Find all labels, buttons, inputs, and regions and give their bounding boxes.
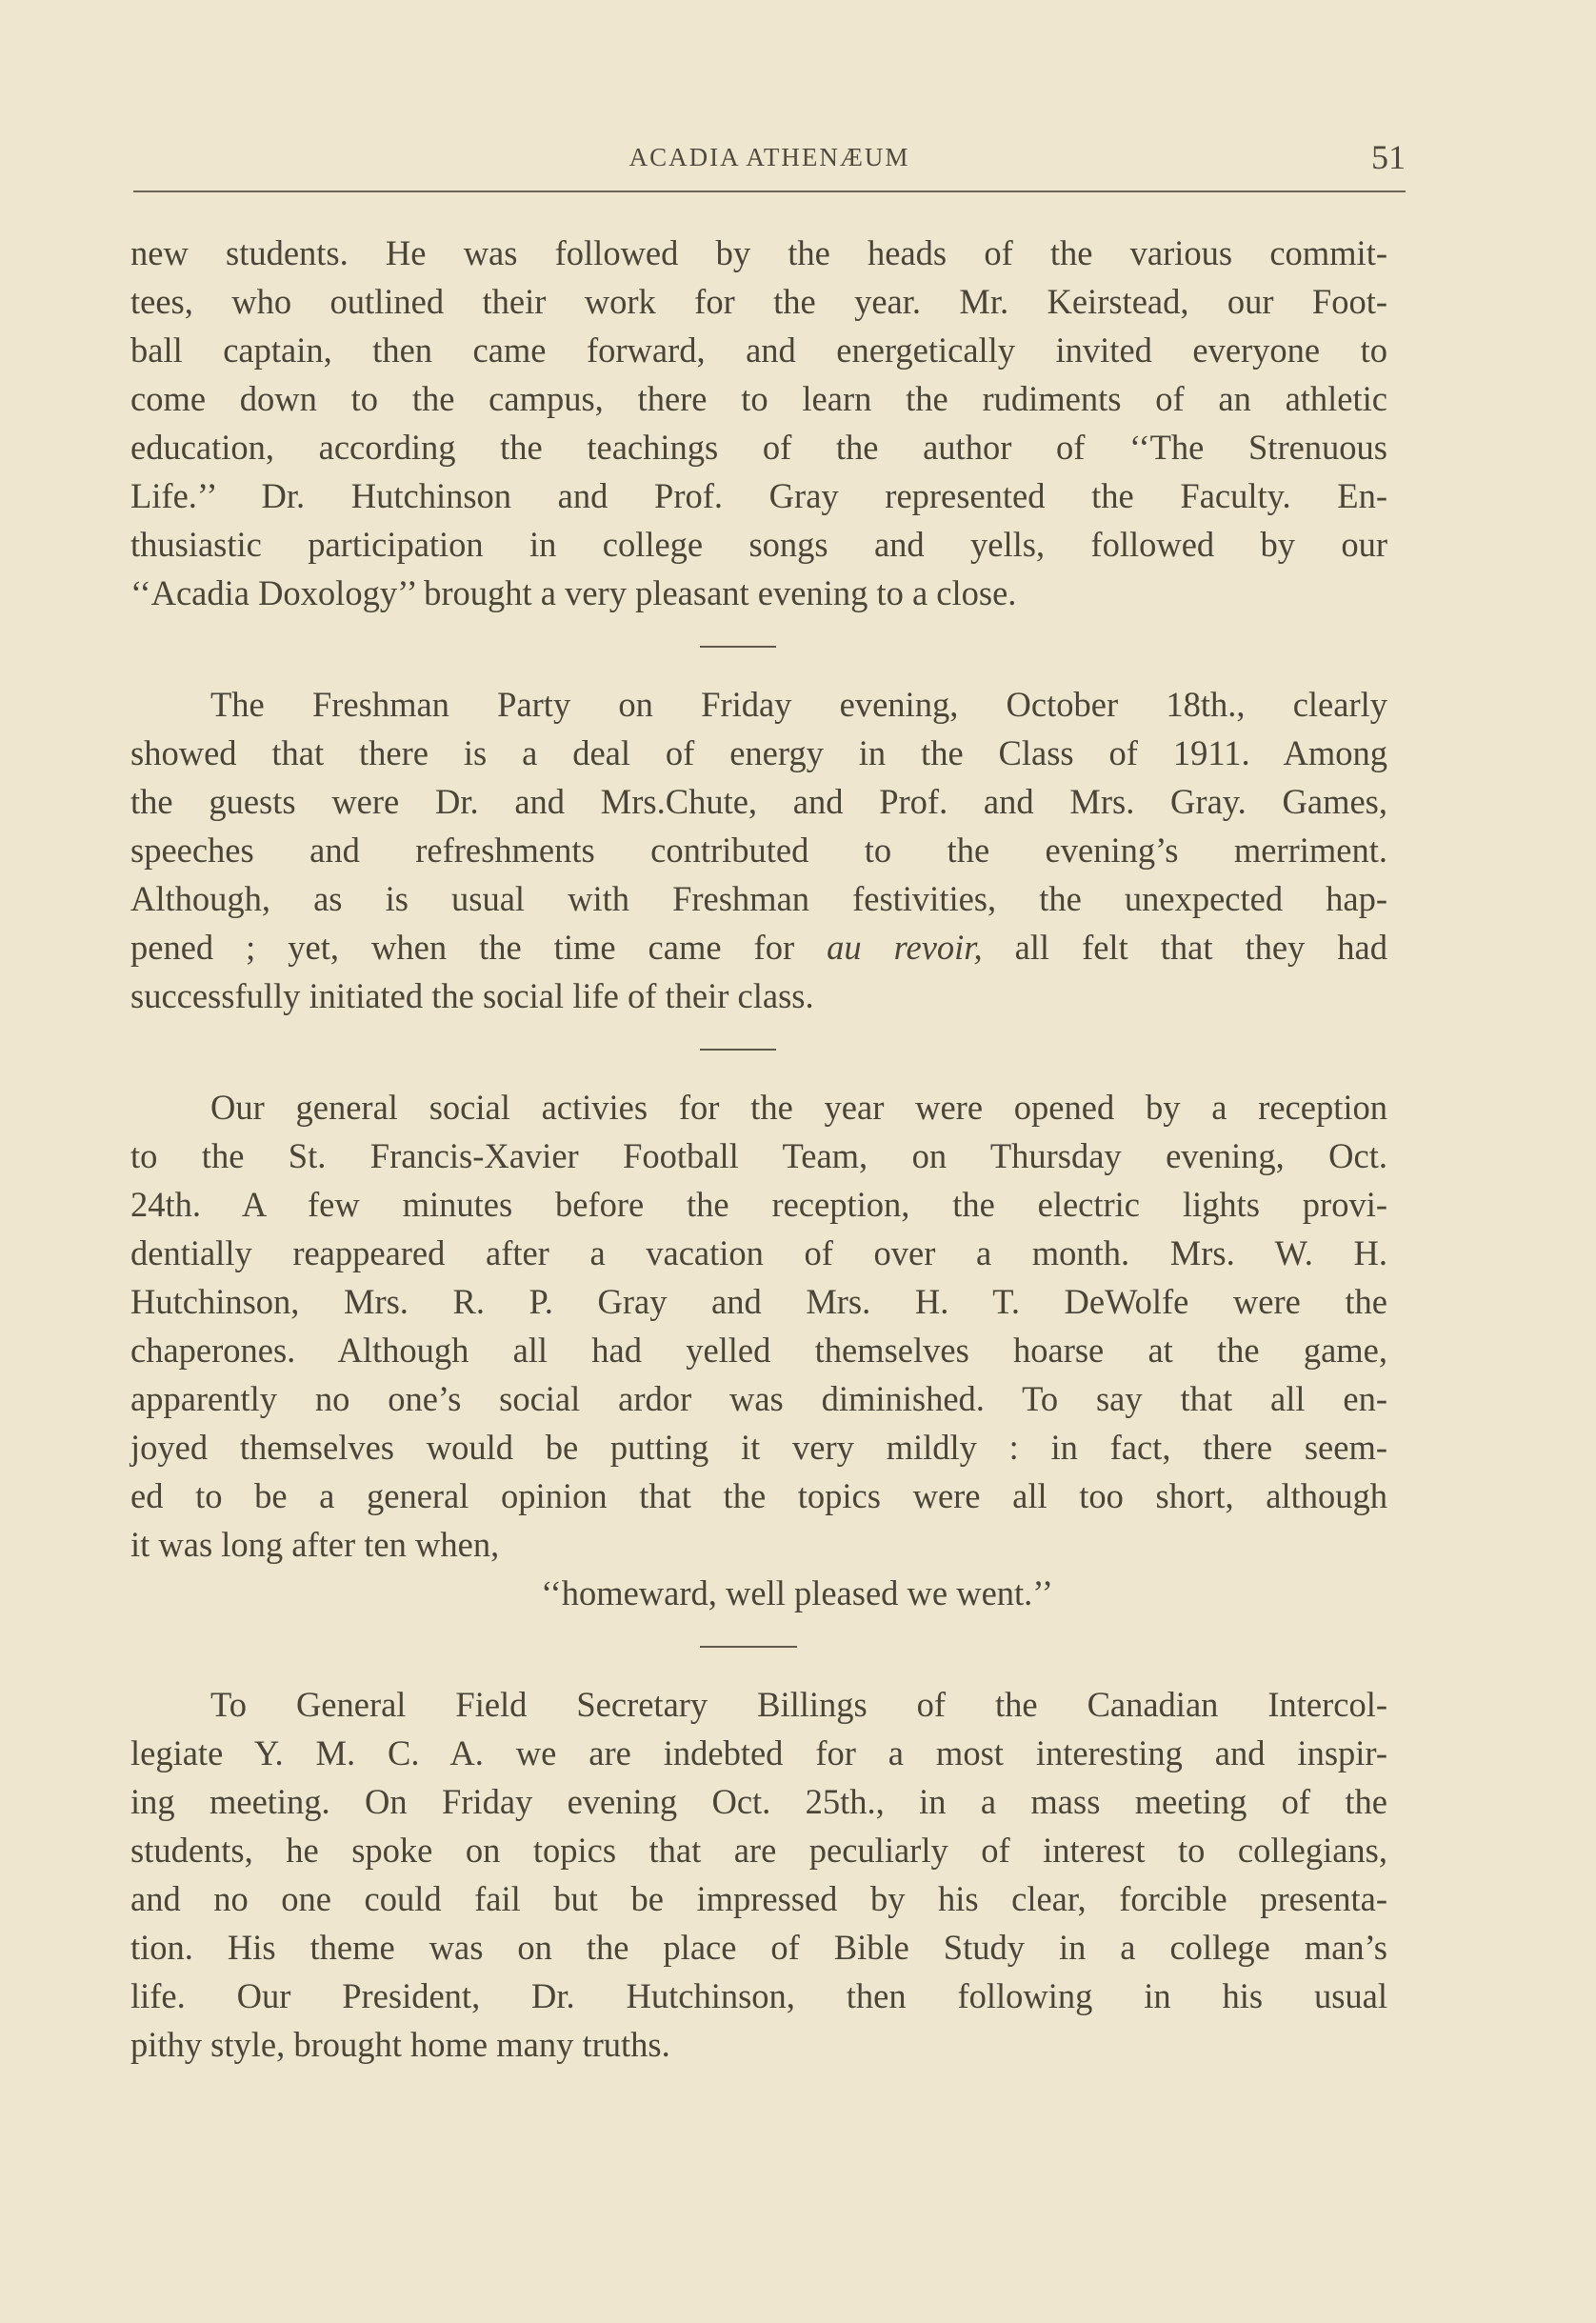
text-line: pithy style, brought home many truths. — [130, 2025, 670, 2064]
italic-phrase: au revoir, — [827, 928, 983, 967]
quotation-line: ‘‘homeward, well pleased we went.’’ — [541, 1573, 1053, 1612]
text-line: and no one could fail but be impressed by his clear, forcible presenta- — [130, 1879, 1387, 1918]
text-line: The Freshman Party on Friday evening, October 18th., clearly — [210, 685, 1387, 724]
text-line: legiate Y. M. C. A. we are indebted for a most interesting and inspir- — [130, 1733, 1387, 1772]
text-line: tees, who outlined their work for the year. Mr. Keirstead, our Foot- — [130, 282, 1387, 321]
text-line: education, according the teachings of the author of ‘‘The Strenuous — [130, 428, 1387, 467]
text-line: chaperones. Although all had yelled themselves hoarse at the game, — [130, 1331, 1387, 1370]
text-line: apparently no one’s social ardor was diminished. To say that all en- — [130, 1379, 1387, 1418]
text-line: ‘‘Acadia Doxology’’ brought a very pleasant evening to a close. — [130, 573, 1017, 612]
text-line: thusiastic participation in college songs and yells, followed by our — [130, 525, 1387, 564]
text-line: showed that there is a deal of energy in the Class of 1911. Among — [130, 733, 1387, 772]
text-line: 24th. A few minutes before the reception, the electric lights provi- — [130, 1185, 1387, 1224]
text-fragment: pened ; yet, when the time came for — [130, 928, 795, 967]
text-line: new students. He was followed by the heads of the various commit- — [130, 233, 1387, 272]
page-number: 51 — [1371, 138, 1406, 176]
text-line: it was long after ten when, — [130, 1525, 500, 1564]
paragraph-welcome-meeting — [130, 229, 1387, 617]
text-line: Hutchinson, Mrs. R. P. Gray and Mrs. H. T. DeWolfe were the — [130, 1282, 1387, 1321]
section-divider — [130, 617, 1387, 680]
text-line: speeches and refreshments contributed to the evening’s merriment. — [130, 831, 1387, 870]
text-line: to the St. Francis-Xavier Football Team, on Thursday evening, Oct. — [130, 1136, 1387, 1175]
text-line: ing meeting. On Friday evening Oct. 25th., in a mass meeting of the — [130, 1782, 1387, 1821]
text-line: the guests were Dr. and Mrs.Chute, and Prof. and Mrs. Gray. Games, — [130, 782, 1387, 821]
text-line: Our general social activies for the year were opened by a reception — [210, 1088, 1387, 1127]
paragraph-freshman-party — [130, 680, 1387, 1020]
text-line: ed to be a general opinion that the topics were all too short, although — [130, 1476, 1387, 1515]
text-line — [130, 923, 1387, 971]
text-line: life. Our President, Dr. Hutchinson, then following in his usual — [130, 1976, 1387, 2015]
running-header — [133, 138, 1406, 190]
text-line: joyed themselves would be putting it very mildly : in fact, there seem- — [130, 1428, 1387, 1467]
section-divider — [130, 1617, 1387, 1680]
text-line: students, he spoke on topics that are peculiarly of interest to collegians, — [130, 1831, 1387, 1870]
text-line: successfully initiated the social life of their class. — [130, 976, 814, 1015]
text-line: come down to the campus, there to learn the rudiments of an athletic — [130, 379, 1387, 418]
article-body — [130, 229, 1387, 2069]
text-line: Although, as is usual with Freshman festivities, the unexpected hap- — [130, 879, 1387, 918]
journal-title: ACADIA ATHENÆUM — [628, 143, 910, 171]
section-divider — [130, 1020, 1387, 1083]
text-line: To General Field Secretary Billings of the Canadian Intercol- — [210, 1685, 1387, 1724]
text-line: ball captain, then came forward, and energetically invited everyone to — [130, 330, 1387, 370]
paragraph-ymca-meeting — [130, 1680, 1387, 2069]
text-line: Life.’’ Dr. Hutchinson and Prof. Gray represented the Faculty. En- — [130, 476, 1387, 515]
paragraph-reception — [130, 1083, 1387, 1617]
header-rule — [133, 190, 1406, 192]
text-fragment: all felt that they had — [1014, 928, 1388, 967]
text-line: tion. His theme was on the place of Bible Study in a college man’s — [130, 1928, 1387, 1967]
text-line: dentially reappeared after a vacation of over a month. Mrs. W. H. — [130, 1233, 1387, 1272]
